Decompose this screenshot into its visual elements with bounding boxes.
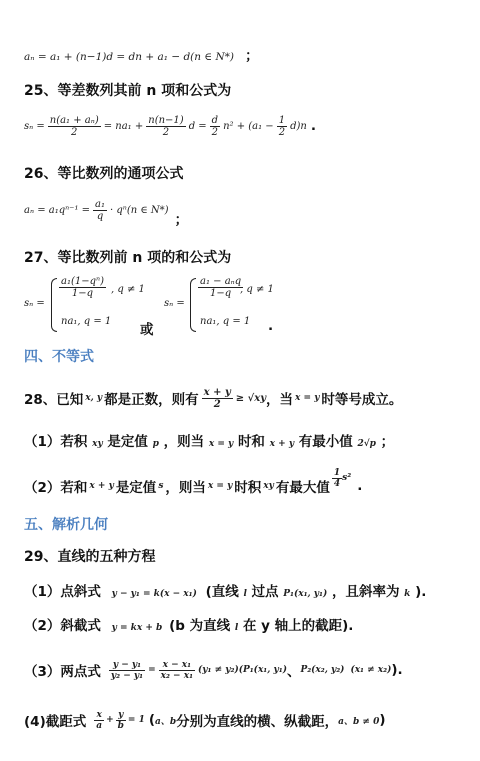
text: ； [380, 434, 395, 450]
item-26-heading: 26、等比数列的通项公式 [24, 166, 184, 182]
fraction-den: 4 [333, 478, 341, 489]
item-27-heading: 27、等比数列前 n 项的和公式为 [24, 250, 232, 266]
math: x, y [85, 393, 103, 403]
math: (P₁(x₁, y₁) [238, 665, 287, 675]
math: k [404, 589, 411, 599]
text: （2）若和 [24, 480, 88, 496]
math: (x₁ ≠ x₂) [350, 665, 392, 675]
formula-geometric-sum-1 [24, 276, 154, 334]
item-28-case-2 [24, 467, 363, 502]
math: l [234, 623, 239, 633]
item-29-two-point [24, 650, 403, 690]
condition: , q ≠ 1 [111, 284, 145, 295]
text: 、 [286, 664, 301, 680]
case-2: na₁, q = 1 [61, 316, 112, 327]
text: 时和 [237, 434, 265, 450]
math: y = kx + b [111, 623, 163, 633]
math: 2√p [357, 439, 376, 449]
fraction-num: a₁ − aₙq [200, 276, 242, 287]
text: (b 为直线 [169, 618, 231, 634]
item-28-case-1 [24, 430, 394, 450]
text: 时等号成立。 [321, 392, 403, 408]
case-2: na₁, q = 1 [200, 316, 251, 327]
plus: + [106, 715, 114, 725]
math: x = y [295, 393, 320, 403]
math: = 1 [127, 715, 145, 725]
fraction-num: y − y₁ [109, 660, 145, 671]
text: (直线 [205, 584, 239, 600]
fraction-num: 1 [278, 114, 286, 126]
math: x + y [269, 439, 295, 449]
math: xy [263, 481, 274, 491]
formula-part: d)n [290, 120, 307, 132]
formula-geometric-general-term [24, 194, 188, 226]
equals: = [148, 665, 156, 675]
item-29-slope-intercept [24, 614, 353, 634]
end-mark: . [268, 318, 274, 334]
text: 28、已知 [24, 392, 84, 408]
math: a、b ≠ 0 [338, 716, 380, 727]
text: 有最大值 [275, 480, 330, 496]
condition: , q ≠ 1 [240, 284, 274, 295]
math: x + y [89, 481, 114, 491]
sum-symbol: sₙ = [24, 298, 45, 309]
formula-general-term-arithmetic [24, 44, 259, 64]
fraction-num: n(a₁ + aₙ) [49, 114, 99, 126]
fraction-num: n(n−1) [148, 114, 184, 126]
fraction-den: 2 [211, 126, 219, 138]
formula-arithmetic-sum [24, 110, 316, 142]
item-29-intercept [24, 700, 386, 740]
fraction-num: y [116, 710, 126, 721]
fraction-num: x [94, 710, 104, 721]
end-mark: ； [245, 48, 259, 64]
text: （1）点斜式 [24, 584, 101, 600]
fraction-2 [146, 115, 185, 138]
text: ). [415, 584, 427, 600]
formula-part: aₙ = a₁qⁿ⁻¹ = [24, 204, 91, 216]
math: P₂(x₂, y₂) [300, 665, 345, 675]
fraction-den: 2 [71, 126, 78, 138]
math: s² [342, 473, 352, 483]
math: x = y [208, 439, 234, 449]
fraction-den: 2 [278, 126, 286, 138]
fraction-num: a₁(1−qⁿ) [61, 276, 104, 287]
fraction-4 [277, 115, 287, 138]
text: (4)截距式 [24, 714, 87, 730]
fraction-den: 2 [213, 398, 221, 410]
fraction-den: x₂ − x₁ [160, 670, 194, 681]
math: s [158, 481, 164, 491]
math: p [152, 439, 159, 449]
math: y − y₁ = k(x − x₁) [111, 589, 197, 599]
left-brace [51, 278, 57, 332]
fraction-den: b [117, 720, 124, 731]
fraction-2 [159, 660, 195, 681]
fraction-1 [48, 115, 101, 138]
fraction-den: 1−q [209, 288, 232, 299]
text: ( [148, 712, 156, 728]
item-29-point-slope [24, 580, 426, 600]
sum-symbol: sₙ = [24, 120, 45, 132]
text: ) [379, 712, 386, 728]
section-4-title: 四、不等式 [24, 349, 94, 365]
math: ≥ √xy [235, 392, 267, 404]
fraction [198, 276, 243, 299]
fraction-den: q [96, 210, 104, 222]
section-5-title: 五、解析几何 [24, 517, 108, 533]
fraction-num: 1 [333, 467, 341, 478]
text: ，且斜率为 [331, 584, 400, 600]
text: ，则当 [165, 480, 206, 496]
fraction-1 [109, 660, 145, 681]
text: 时积 [234, 480, 262, 496]
text: 有最小值 [298, 434, 353, 450]
formula-geometric-sum-2 [164, 276, 284, 334]
end-mark: . [310, 118, 316, 134]
text: 是定值 [107, 434, 148, 450]
fraction [93, 199, 107, 222]
fraction-num: x + y [203, 386, 231, 398]
fraction-2 [116, 710, 126, 731]
formula-part: n² + (a₁ − [223, 120, 274, 132]
text: 分别为直线的横、纵截距， [176, 714, 339, 730]
fraction-den: 2 [162, 126, 170, 138]
math: xy [92, 439, 103, 449]
fraction [59, 276, 106, 299]
left-brace [190, 278, 196, 332]
math: a、b [155, 716, 177, 727]
fraction-3 [210, 115, 220, 138]
fraction [202, 387, 233, 410]
fraction-num: x − x₁ [159, 660, 195, 671]
arithmetic-general-term: aₙ = a₁ + (n−1)d = dn + a₁ − d(n ∈ N*) [24, 51, 235, 63]
text: 是定值 [115, 480, 157, 496]
end-mark: ； [174, 212, 189, 228]
text: ，则当 [163, 434, 205, 450]
text: ). [391, 662, 403, 678]
formula-part: = na₁ + [103, 120, 144, 132]
text: . [357, 478, 363, 494]
item-29-heading: 29、直线的五种方程 [24, 549, 156, 565]
fraction-num: d [211, 114, 219, 126]
fraction-1 [94, 710, 104, 731]
text: ，当 [266, 392, 294, 408]
formula-part: · qⁿ(n ∈ N*) [110, 204, 169, 216]
math: (y₁ ≠ y₂) [198, 665, 239, 675]
text: 过点 [251, 584, 279, 600]
fraction [332, 468, 342, 489]
item-25-heading: 25、等差数列其前 n 项和公式为 [24, 83, 232, 99]
math: x = y [207, 481, 233, 491]
fraction-den: y₂ − y₁ [110, 670, 144, 681]
fraction-num: a₁ [95, 198, 106, 210]
formula-part: d = [188, 120, 207, 132]
fraction-den: a [96, 720, 103, 731]
or-label: 或 [140, 322, 154, 338]
text: （3）两点式 [24, 664, 101, 680]
text: 在 y 轴上的截距). [242, 618, 354, 634]
fraction-den: 1−q [71, 288, 94, 299]
text: 都是正数，则有 [104, 392, 199, 408]
math: P₁(x₁, y₁) [283, 589, 328, 599]
text: （1）若积 [24, 434, 88, 450]
item-28 [24, 378, 402, 418]
text: （2）斜截式 [24, 618, 101, 634]
math: l [243, 589, 247, 599]
sum-symbol: sₙ = [164, 298, 185, 309]
